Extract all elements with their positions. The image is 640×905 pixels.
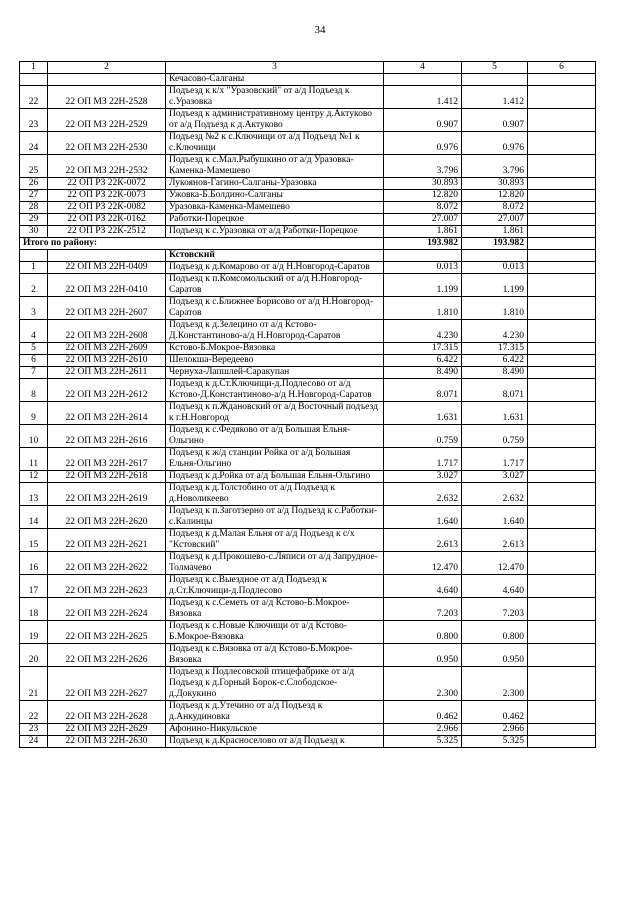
road-code-cell: 22 ОП МЗ 22Н-2630 [48,736,166,748]
length-total-cell: 8.072 [384,202,462,214]
row-number-cell: 14 [20,506,48,529]
road-name-cell: Подъезд к с.Вязовка от а/д Кстово-Б.Мокрое-Вязовка [166,644,384,667]
column6-cell [528,109,596,132]
row-number-cell: 24 [20,736,48,748]
row-number-cell: 18 [20,598,48,621]
column6-cell [528,621,596,644]
row-number-cell: 10 [20,425,48,448]
row-number-cell: 15 [20,529,48,552]
length-total-cell: 1.199 [384,274,462,297]
table-row [20,355,596,367]
length-value-cell: 2.632 [462,483,528,506]
table-row [20,274,596,297]
empty-cell [462,250,528,262]
length-value-cell: 1.861 [462,226,528,238]
road-name-cell: Подъезд к д.Прокошево-с.Ляписи от а/д Запрудное-Толмачево [166,552,384,575]
roads-table [19,61,596,748]
road-name-cell: Подъезд к ж/д станции Ройка от а/д Большая Ельня-Ольгино [166,448,384,471]
column-number-cell: 3 [166,62,384,74]
table-row [20,343,596,355]
column6-cell [528,379,596,402]
column-number-row [20,62,596,74]
road-name-cell: Подъезд к п.Заготзерно от а/д Подъезд к с.Работки-с.Калинцы [166,506,384,529]
road-code-cell: 22 ОП МЗ 22Н-2611 [48,367,166,379]
length-value-cell: 7.203 [462,598,528,621]
length-value-cell [462,74,528,86]
row-number-cell: 24 [20,132,48,155]
road-code-cell: 22 ОП РЗ 22К-0082 [48,202,166,214]
road-code-cell: 22 ОП МЗ 22Н-2614 [48,402,166,425]
column6-cell [528,471,596,483]
length-value-cell: 1.199 [462,274,528,297]
table-row [20,367,596,379]
column6-cell [528,355,596,367]
table-row [20,226,596,238]
column-number-cell: 1 [20,62,48,74]
length-total-cell: 4.230 [384,320,462,343]
column6-cell [528,552,596,575]
length-value-cell: 1.717 [462,448,528,471]
table-row [20,736,596,748]
road-code-cell: 22 ОП МЗ 22Н-2627 [48,667,166,701]
road-code-cell: 22 ОП МЗ 22Н-2532 [48,155,166,178]
column6-cell [528,202,596,214]
table-row [20,667,596,701]
road-code-cell: 22 ОП МЗ 22Н-2608 [48,320,166,343]
road-code-cell: 22 ОП МЗ 22Н-2620 [48,506,166,529]
length-total-cell: 17.315 [384,343,462,355]
length-value-cell: 0.462 [462,701,528,724]
road-code-cell: 22 ОП МЗ 22Н-2628 [48,701,166,724]
length-total-cell: 0.759 [384,425,462,448]
row-number-cell [20,74,48,86]
length-value-cell: 12.820 [462,190,528,202]
road-code-cell: 22 ОП МЗ 22Н-2612 [48,379,166,402]
length-total-cell: 5.325 [384,736,462,748]
table-row [20,190,596,202]
row-number-cell: 3 [20,297,48,320]
table-row [20,297,596,320]
length-total-cell: 1.631 [384,402,462,425]
length-total-cell: 2.613 [384,529,462,552]
road-name-cell: Подъезд к д.Зелецино от а/д Кстово-Д.Константиново-а/д Н.Новгород-Саратов [166,320,384,343]
road-name-cell: Подъезд к с.Федяково от а/д Большая Ельня-Ольгино [166,425,384,448]
length-total-cell: 0.800 [384,621,462,644]
road-code-cell: 22 ОП МЗ 22Н-2626 [48,644,166,667]
length-total-cell: 1.810 [384,297,462,320]
table-row [20,724,596,736]
column6-cell [528,644,596,667]
road-name-cell: Подъезд к с.Уразовка от а/д Работки-Порецкое [166,226,384,238]
road-name-cell: Подъезд №2 к с.Ключищи от а/д Подъезд №1 к с.Ключищи [166,132,384,155]
table-row [20,575,596,598]
column-number-cell: 6 [528,62,596,74]
column6-cell [528,724,596,736]
table-row [20,178,596,190]
row-number-cell: 22 [20,701,48,724]
road-code-cell: 22 ОП МЗ 22Н-2616 [48,425,166,448]
length-total-cell: 2.966 [384,724,462,736]
road-name-cell: Подъезд к п.Ждановский от а/д Восточный подъезд к г.Н.Новгород [166,402,384,425]
length-total-cell: 1.640 [384,506,462,529]
length-value-cell: 2.300 [462,667,528,701]
column6-cell [528,701,596,724]
length-total-cell: 3.027 [384,471,462,483]
length-value-cell: 6.422 [462,355,528,367]
district-total-row [20,238,596,250]
column6-cell [528,402,596,425]
column6-cell [528,529,596,552]
length-value-cell: 0.013 [462,262,528,274]
column-number-cell: 5 [462,62,528,74]
length-value-cell: 5.325 [462,736,528,748]
road-name-cell: Подъезд к п.Комсомольский от а/д Н.Новгород-Саратов [166,274,384,297]
length-total-cell: 8.071 [384,379,462,402]
length-total-cell: 12.820 [384,190,462,202]
row-number-cell: 2 [20,274,48,297]
row-number-cell: 12 [20,471,48,483]
length-value-cell: 0.950 [462,644,528,667]
length-total-cell: 0.462 [384,701,462,724]
district-name: Кстовский [166,250,384,262]
road-name-cell: Кечасово-Салганы [166,74,384,86]
table-row [20,529,596,552]
road-code-cell: 22 ОП МЗ 22Н-2624 [48,598,166,621]
road-code-cell: 22 ОП РЗ 22К-0073 [48,190,166,202]
column6-cell [528,297,596,320]
table-row [20,402,596,425]
table-row [20,471,596,483]
row-number-cell: 5 [20,343,48,355]
empty-cell [48,250,166,262]
road-name-cell: Подъезд к Подлесовской птицефабрике от а/д Подъезд к д.Горный Борок-с.Слободское-д.Докукино [166,667,384,701]
table-row [20,379,596,402]
length-total-cell: 6.422 [384,355,462,367]
row-number-cell: 1 [20,262,48,274]
road-name-cell: Подъезд к с.Выездное от а/д Подъезд к д.Ст.Ключищи-д.Подлесово [166,575,384,598]
length-value-cell: 0.759 [462,425,528,448]
column-number-cell: 2 [48,62,166,74]
road-name-cell: Афонино-Никульское [166,724,384,736]
column6-cell [528,667,596,701]
road-name-cell: Лукоянов-Гагино-Салганы-Уразовка [166,178,384,190]
column6-cell [528,575,596,598]
length-value-cell: 8.071 [462,379,528,402]
column6-cell [528,214,596,226]
length-value-cell: 2.966 [462,724,528,736]
road-code-cell: 22 ОП МЗ 22Н-2618 [48,471,166,483]
column6-cell [528,190,596,202]
column6-cell [528,274,596,297]
road-code-cell: 22 ОП МЗ 22Н-2529 [48,109,166,132]
length-value-cell: 1.631 [462,402,528,425]
length-value-cell: 1.810 [462,297,528,320]
length-value-cell: 4.230 [462,320,528,343]
length-total-cell: 0.907 [384,109,462,132]
table-row [20,202,596,214]
row-number-cell: 6 [20,355,48,367]
table-row [20,132,596,155]
road-name-cell: Подъезд к д.Ройка от а/д Большая Ельня-Ольгино [166,471,384,483]
road-code-cell [48,74,166,86]
district-total-extra [528,238,596,250]
road-code-cell: 22 ОП МЗ 22Н-2623 [48,575,166,598]
road-code-cell: 22 ОП МЗ 22Н-0409 [48,262,166,274]
road-name-cell: Работки-Порецкое [166,214,384,226]
table-row [20,86,596,109]
road-code-cell: 22 ОП МЗ 22Н-2607 [48,297,166,320]
column6-cell [528,262,596,274]
road-name-cell: Подъезд к административному центру д.Актуково от а/д Подъезд к д.Актуково [166,109,384,132]
length-total-cell: 7.203 [384,598,462,621]
row-number-cell: 23 [20,109,48,132]
column6-cell [528,367,596,379]
column6-cell [528,178,596,190]
road-code-cell: 22 ОП МЗ 22Н-2530 [48,132,166,155]
table-row [20,262,596,274]
district-total-value: 193.982 [462,238,528,250]
length-value-cell: 8.490 [462,367,528,379]
road-name-cell: Подъезд к к/х "Уразовский" от а/д Подъезд к с.Уразовка [166,86,384,109]
row-number-cell: 21 [20,667,48,701]
length-total-cell [384,74,462,86]
row-number-cell: 29 [20,214,48,226]
road-name-cell: Подъезд к с.Семеть от а/д Кстово-Б.Мокрое-Вязовка [166,598,384,621]
road-code-cell: 22 ОП МЗ 22Н-2625 [48,621,166,644]
length-total-cell: 30.893 [384,178,462,190]
length-value-cell: 12.470 [462,552,528,575]
column6-cell [528,598,596,621]
length-total-cell: 1.861 [384,226,462,238]
length-total-cell: 3.796 [384,155,462,178]
length-total-cell: 2.300 [384,667,462,701]
road-code-cell: 22 ОП МЗ 22Н-2617 [48,448,166,471]
row-number-cell: 30 [20,226,48,238]
row-number-cell: 27 [20,190,48,202]
road-code-cell: 22 ОП МЗ 22Н-2609 [48,343,166,355]
table-row [20,552,596,575]
district-total-label: Итого по району: [20,238,384,250]
road-code-cell: 22 ОП МЗ 22Н-2610 [48,355,166,367]
road-name-cell: Подъезд к с.Мал.Рыбушкино от а/д Уразовка-Каменка-Мамешево [166,155,384,178]
road-name-cell: Чернуха-Лапшлей-Саракупан [166,367,384,379]
road-code-cell: 22 ОП МЗ 22Н-0410 [48,274,166,297]
length-value-cell: 27.007 [462,214,528,226]
column6-cell [528,343,596,355]
empty-cell [20,250,48,262]
column-number-cell: 4 [384,62,462,74]
table-row [20,155,596,178]
column6-cell [528,86,596,109]
length-total-cell: 2.632 [384,483,462,506]
row-number-cell: 22 [20,86,48,109]
road-code-cell: 22 ОП РЗ 22К-0072 [48,178,166,190]
length-value-cell: 17.315 [462,343,528,355]
road-name-cell: Ужовка-Б.Болдино-Салганы [166,190,384,202]
road-code-cell: 22 ОП РЗ 22К-0162 [48,214,166,226]
length-total-cell: 12.470 [384,552,462,575]
district-header-row [20,250,596,262]
length-value-cell: 1.412 [462,86,528,109]
table-row [20,109,596,132]
length-value-cell: 0.976 [462,132,528,155]
length-total-cell: 8.490 [384,367,462,379]
column6-cell [528,483,596,506]
row-number-cell: 7 [20,367,48,379]
road-code-cell: 22 ОП РЗ 22К-2512 [48,226,166,238]
length-value-cell: 0.800 [462,621,528,644]
column6-cell [528,74,596,86]
row-number-cell: 13 [20,483,48,506]
row-number-cell: 9 [20,402,48,425]
length-total-cell: 27.007 [384,214,462,226]
road-name-cell: Подъезд к д.Красноселово от а/д Подъезд к [166,736,384,748]
column6-cell [528,320,596,343]
table-row [20,483,596,506]
road-name-cell: Шелокша-Вередеево [166,355,384,367]
length-total-cell: 1.717 [384,448,462,471]
road-code-cell: 22 ОП МЗ 22Н-2528 [48,86,166,109]
row-number-cell: 16 [20,552,48,575]
district-total-value: 193.982 [384,238,462,250]
empty-cell [384,250,462,262]
road-code-cell: 22 ОП МЗ 22Н-2622 [48,552,166,575]
column6-cell [528,736,596,748]
length-value-cell: 3.027 [462,471,528,483]
table-row [20,621,596,644]
row-number-cell: 4 [20,320,48,343]
table-row [20,598,596,621]
length-value-cell: 0.907 [462,109,528,132]
road-name-cell: Подъезд к д.Утечино от а/д Подъезд к д.Анкудиновка [166,701,384,724]
table-row [20,448,596,471]
column6-cell [528,448,596,471]
length-value-cell: 4.640 [462,575,528,598]
row-number-cell: 17 [20,575,48,598]
road-code-cell: 22 ОП МЗ 22Н-2629 [48,724,166,736]
length-value-cell: 30.893 [462,178,528,190]
column6-cell [528,506,596,529]
length-total-cell: 0.950 [384,644,462,667]
column6-cell [528,132,596,155]
table-row [20,644,596,667]
row-number-cell: 26 [20,178,48,190]
row-number-cell: 20 [20,644,48,667]
length-total-cell: 4.640 [384,575,462,598]
length-value-cell: 1.640 [462,506,528,529]
road-name-cell: Уразовка-Каменка-Мамешево [166,202,384,214]
row-number-cell: 8 [20,379,48,402]
table-row [20,425,596,448]
table-row [20,701,596,724]
road-code-cell: 22 ОП МЗ 22Н-2619 [48,483,166,506]
row-number-cell: 28 [20,202,48,214]
road-name-cell: Подъезд к с.Ближнее Борисово от а/д Н.Новгород-Саратов [166,297,384,320]
row-number-cell: 11 [20,448,48,471]
length-value-cell: 2.613 [462,529,528,552]
road-name-cell: Подъезд к с.Новые Ключищи от а/д Кстово-Б.Мокрое-Вязовка [166,621,384,644]
table-row [20,214,596,226]
road-code-cell: 22 ОП МЗ 22Н-2621 [48,529,166,552]
column6-cell [528,155,596,178]
length-value-cell: 3.796 [462,155,528,178]
length-value-cell: 8.072 [462,202,528,214]
length-total-cell: 1.412 [384,86,462,109]
table-row [20,506,596,529]
page-number: 34 [314,24,326,36]
road-name-cell: Подъезд к д.Ст.Ключищи-д.Подлесово от а/д Кстово-Д.Константиново-а/д Н.Новгород-Саратов [166,379,384,402]
column6-cell [528,425,596,448]
road-name-cell: Подъезд к д.Комарово от а/д Н.Новгород-Саратов [166,262,384,274]
row-number-cell: 23 [20,724,48,736]
empty-cell [528,250,596,262]
length-total-cell: 0.013 [384,262,462,274]
table-row [20,74,596,86]
column6-cell [528,226,596,238]
length-total-cell: 0.976 [384,132,462,155]
road-name-cell: Кстово-Б.Мокрое-Вязовка [166,343,384,355]
row-number-cell: 25 [20,155,48,178]
road-name-cell: Подъезд к д.Малая Ельня от а/д Подъезд к с/х "Кстовский" [166,529,384,552]
table-row [20,320,596,343]
row-number-cell: 19 [20,621,48,644]
road-name-cell: Подъезд к д.Толстобино от а/д Подъезд к д.Новоликеево [166,483,384,506]
